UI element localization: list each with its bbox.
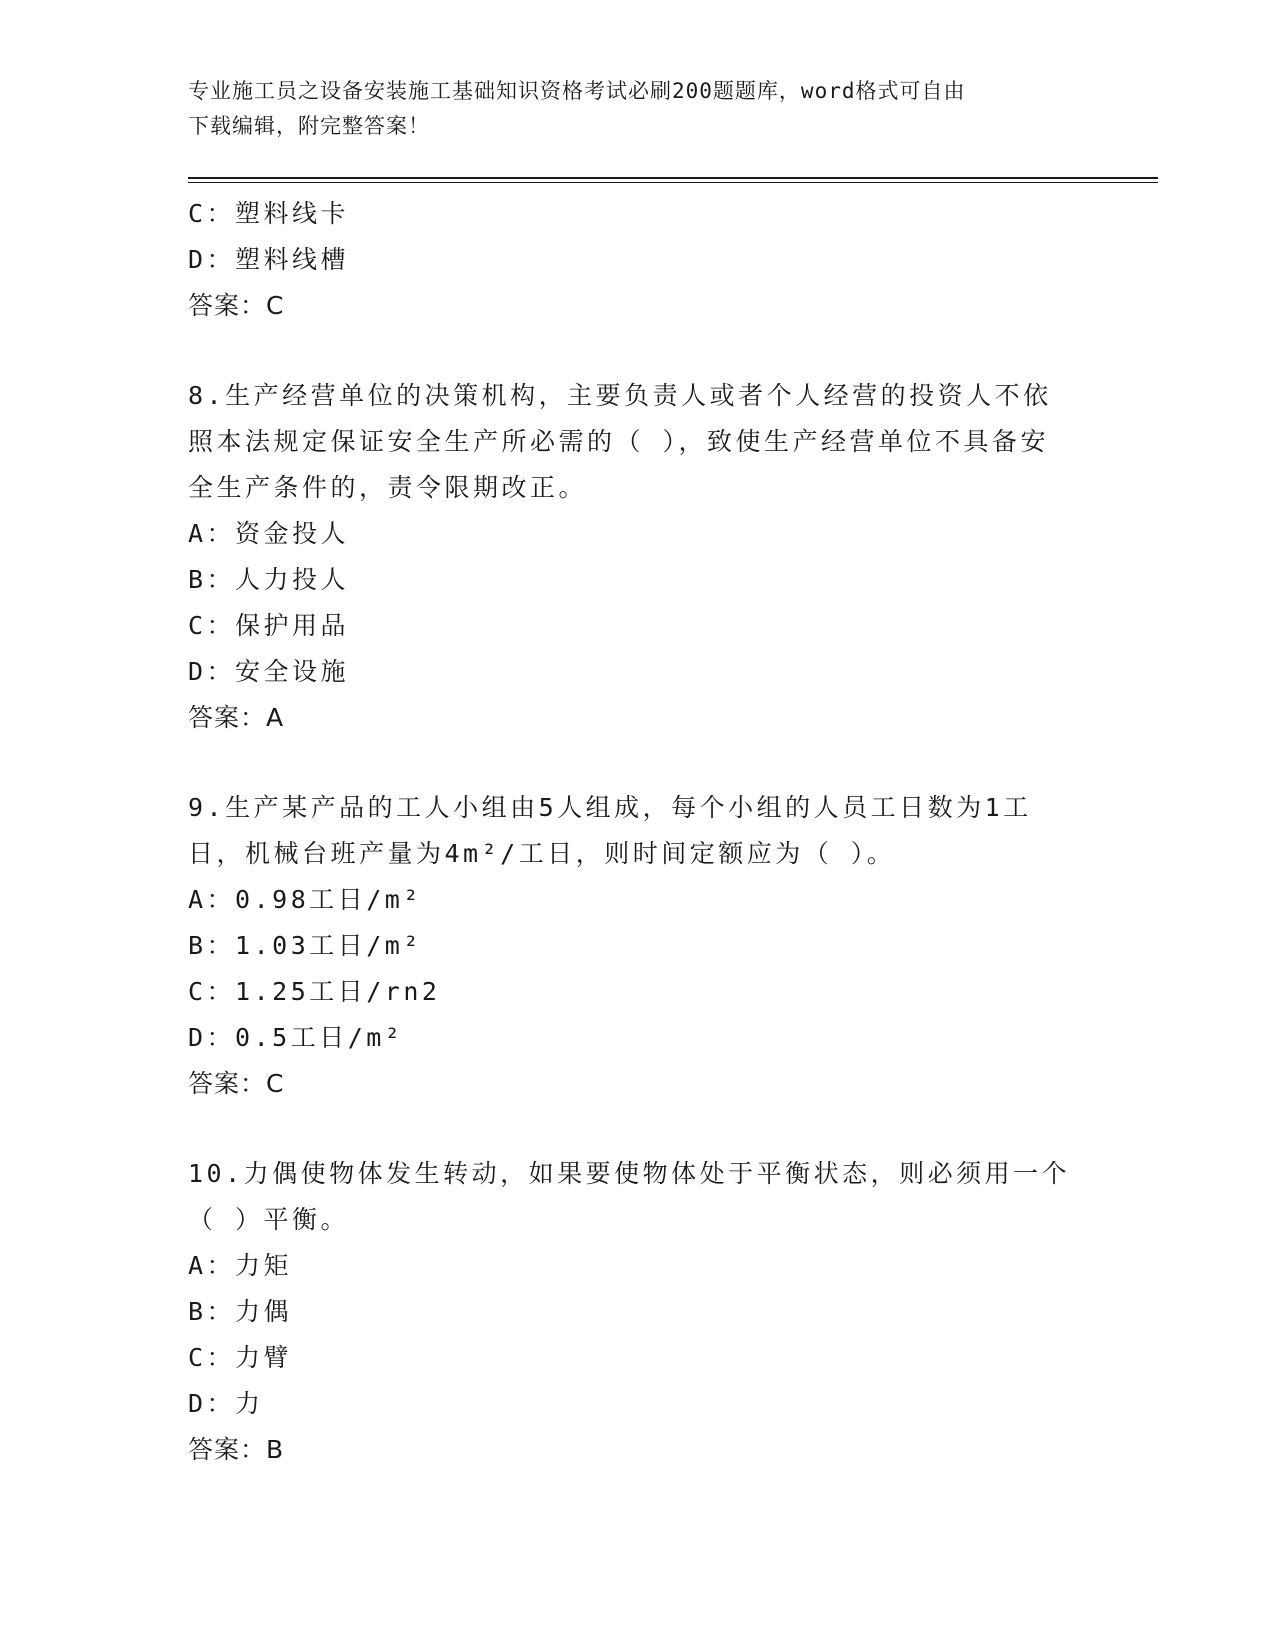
question-text-line: 日，机械台班产量为4m²/工日，则时间定额应为（ ）。 — [188, 839, 896, 868]
question-text-line: 8.生产经营单位的决策机构，主要负责人或者个人经营的投资人不依 — [188, 381, 1052, 410]
answer-line: 答案：C — [188, 1069, 285, 1098]
option-c: C：1.25工日/rn2 — [188, 977, 441, 1006]
option-b: B：人力投人 — [188, 565, 350, 594]
header-line-1: 专业施工员之设备安装施工基础知识资格考试必刷200题题库，word格式可自由 — [188, 79, 966, 103]
question-spacer — [188, 1107, 1088, 1151]
question-spacer — [188, 329, 1088, 373]
option-a: A：力矩 — [188, 1251, 293, 1280]
question-text-line: 照本法规定保证安全生产所必需的（ ），致使生产经营单位不具备安 — [188, 427, 1050, 456]
answer-line: 答案：A — [188, 703, 285, 732]
question-7 — [188, 191, 1088, 329]
option-a: A：资金投人 — [188, 519, 350, 548]
question-9 — [188, 785, 1088, 1107]
option-d: D：塑料线槽 — [188, 245, 350, 274]
question-10 — [188, 1151, 1088, 1473]
option-b: B：力偶 — [188, 1297, 293, 1326]
option-c: C：塑料线卡 — [188, 199, 350, 228]
answer-line: 答案：C — [188, 291, 285, 320]
header-line-2: 下载编辑，附完整答案！ — [188, 114, 430, 138]
option-b: B：1.03工日/m² — [188, 931, 422, 960]
header-divider-thick — [188, 177, 1158, 179]
question-8 — [188, 373, 1088, 741]
question-text-line: （ ）平衡。 — [188, 1205, 350, 1234]
question-spacer — [188, 741, 1088, 785]
question-text-line: 9.生产某产品的工人小组由5人组成，每个小组的人员工日数为1工 — [188, 793, 1032, 822]
option-c: C：保护用品 — [188, 611, 350, 640]
option-c: C：力臂 — [188, 1343, 293, 1372]
option-d: D：0.5工日/m² — [188, 1023, 404, 1052]
option-d: D：安全设施 — [188, 657, 350, 686]
question-content — [188, 191, 1088, 1473]
option-a: A：0.98工日/m² — [188, 885, 422, 914]
option-d: D：力 — [188, 1389, 264, 1418]
header-divider-thin — [188, 182, 1158, 183]
question-text-line: 10.力偶使物体发生转动，如果要使物体处于平衡状态，则必须用一个 — [188, 1159, 1071, 1188]
document-header — [188, 74, 1088, 144]
question-text-line: 全生产条件的，责令限期改正。 — [188, 473, 588, 502]
answer-line: 答案：B — [188, 1435, 285, 1464]
